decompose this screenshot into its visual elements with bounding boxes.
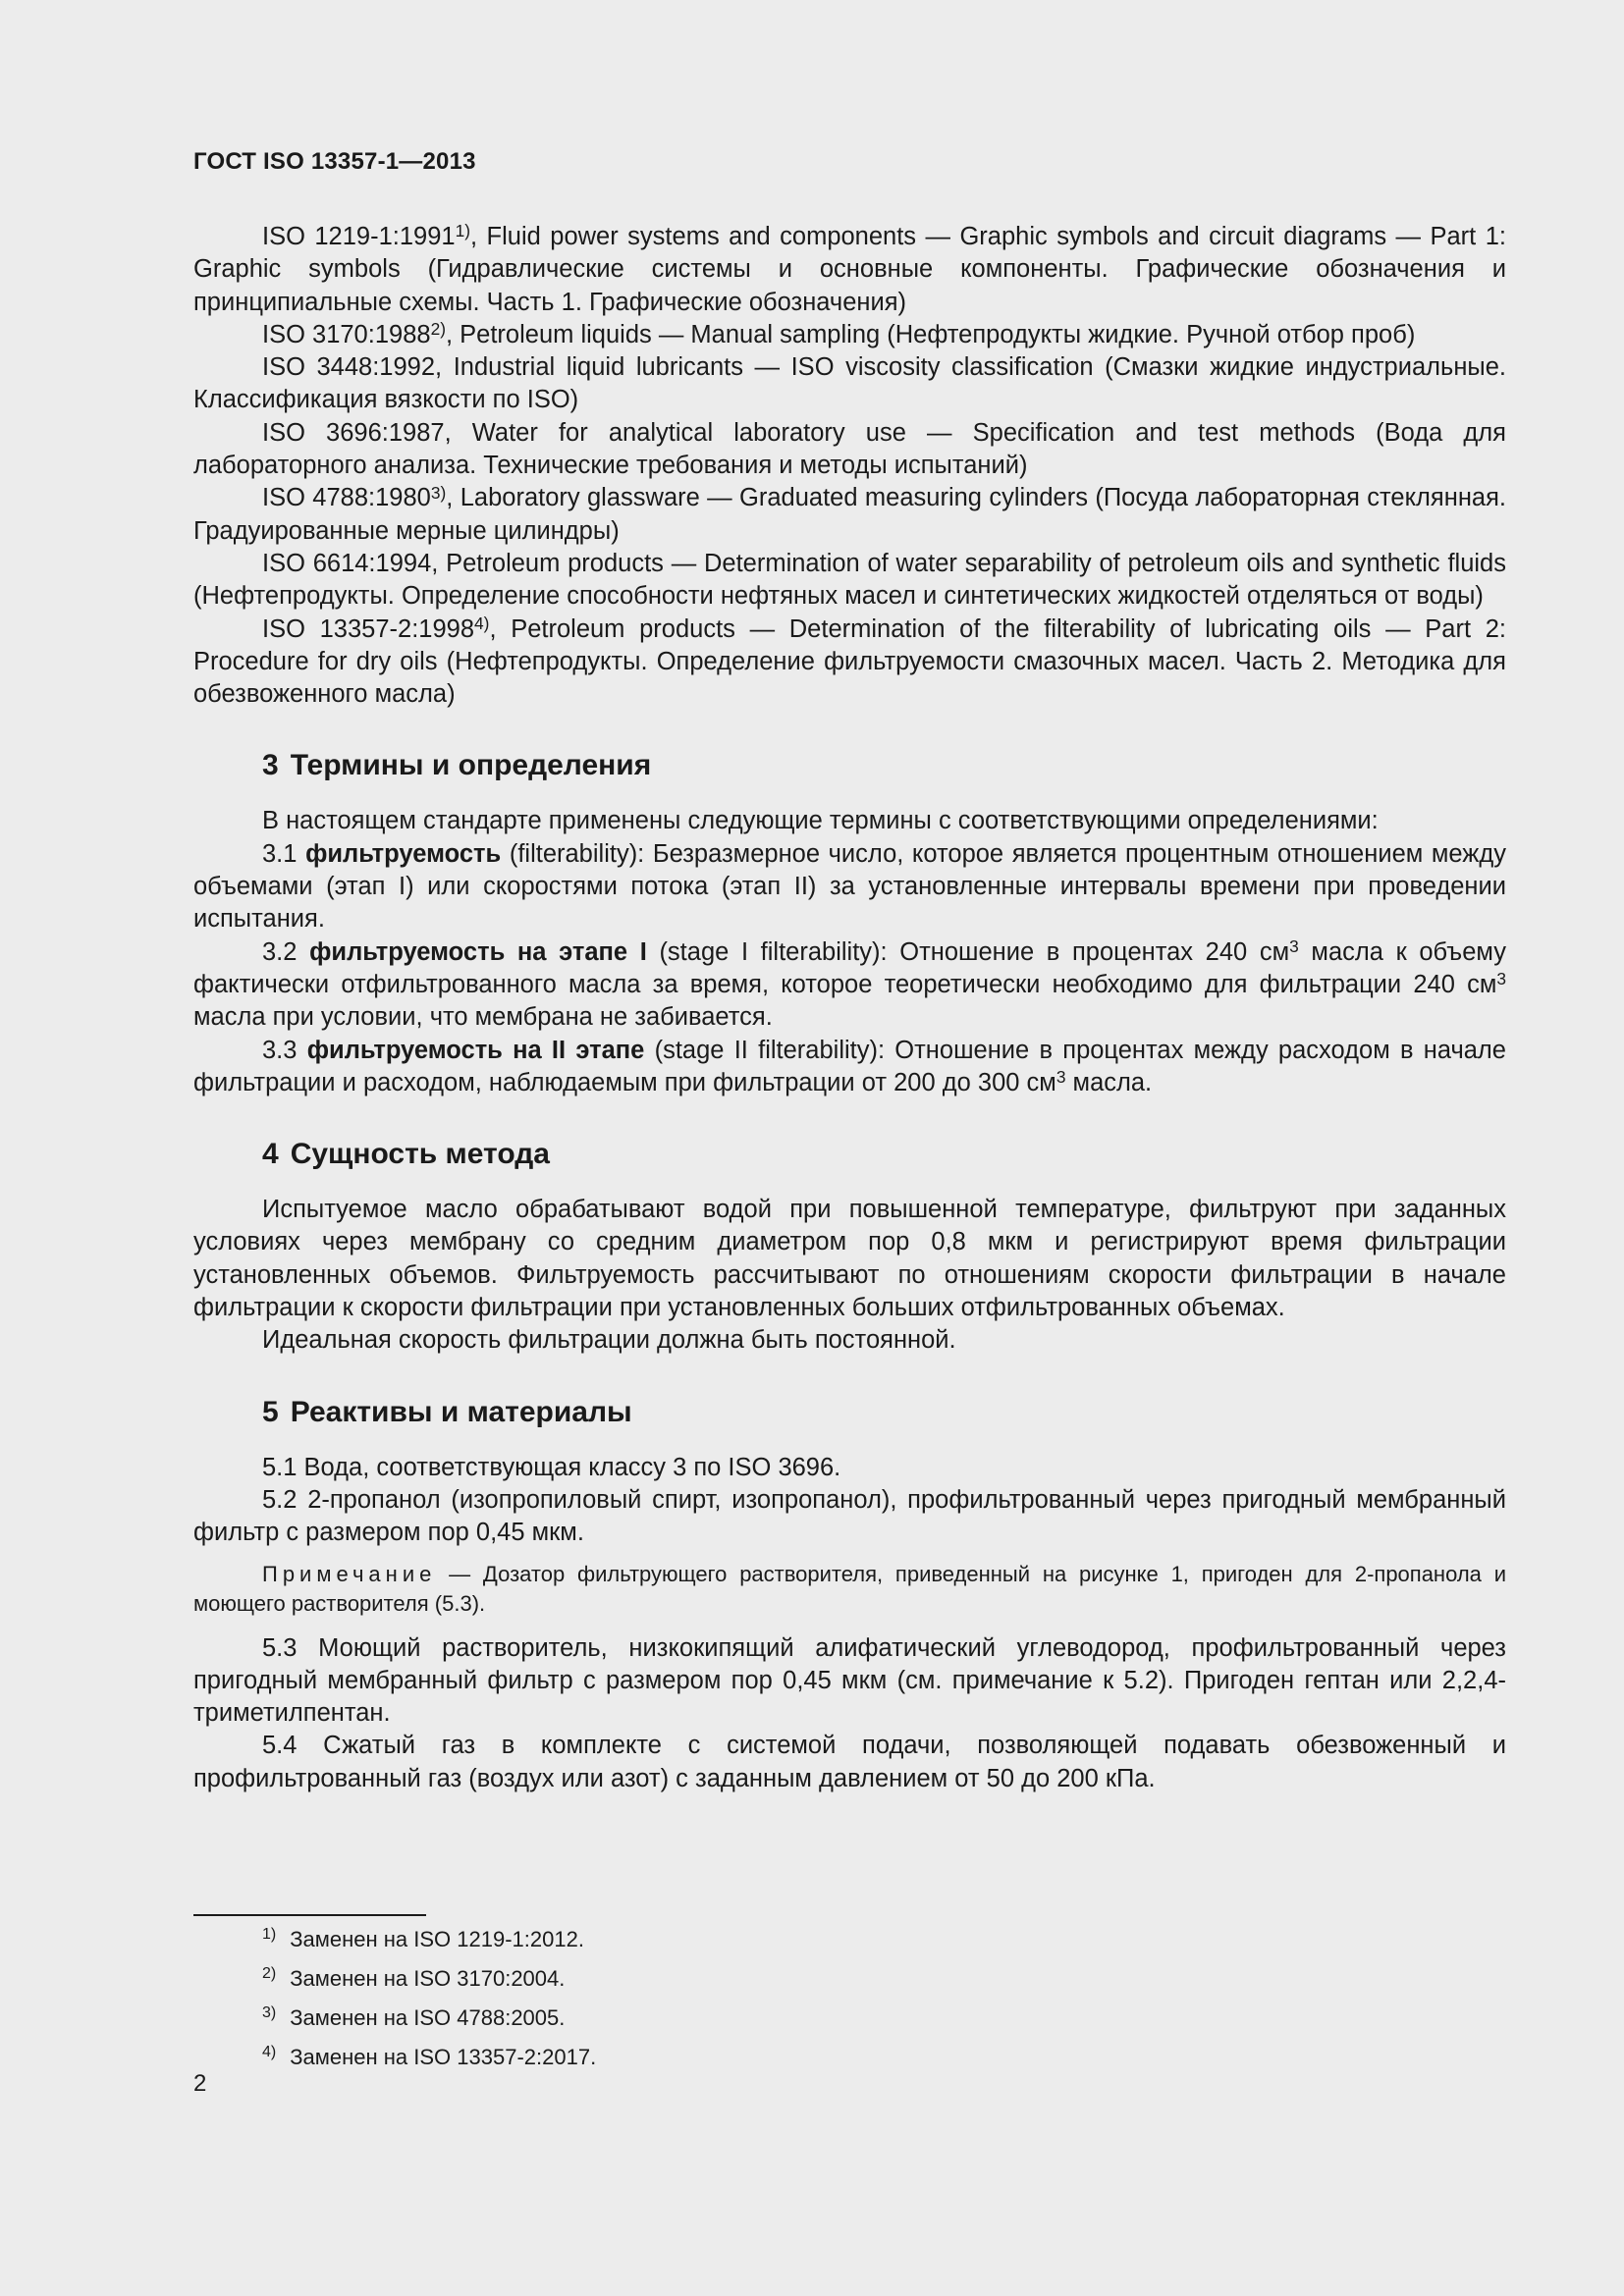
item-5-3: 5.3 Моющий растворитель, низкокипящий алифатический углеводород, профильтрованный через пригодный мембранный фильтр с размером пор 0,45 мкм (см. примечание к 5.2). Пригоден гептан или 2,2,4-триметилпентан.: [193, 1633, 1506, 1728]
footnote-ref: 2): [430, 319, 446, 340]
footnote-ref: 1): [455, 221, 471, 241]
footnote-divider: [193, 1914, 426, 1916]
footnote-item: $^{1)}$ Заменен на ISO 1219-1:2012.: [262, 1926, 584, 1951]
reference-item: ISO 3696:1987, Water for analytical laboratory use — Specification and test methods (Вода для лабораторного анализа. Технические требования и методы испытаний): [193, 418, 1506, 480]
section-3-heading: 3 Термины и определения: [262, 749, 652, 782]
term-name: фильтруемость: [305, 839, 502, 868]
term-3-2: 3.2 фильтруемость на этапе I (stage I filterability): Отношение в процентах 240 $см^3$ масла к объему фактически отфильтрованного масла за время, которое теоретически необходимо для фильтрации 240 $см^3$ масла при условии, что мембрана не забивается.: [193, 935, 1506, 1032]
reference-item: ISO 1219-1:1991$^{1)}$, Fluid power systems and components — Graphic symbols and circuit diagrams — Part 1: Graphic symbols (Гидравлические системы и основные компоненты. Графические обозначения и принципиальные схемы. Часть 1. Графические обозначения): [193, 221, 1506, 316]
page-content: [193, 221, 1506, 1795]
reference-item: ISO 3170:1988$^{2)}$, Petroleum liquids — Manual sampling (Нефтепродукты жидкие. Ручной отбор проб): [262, 319, 1416, 348]
footnote-item: $^{2)}$ Заменен на ISO 3170:2004.: [262, 1965, 566, 1991]
section-4-paragraph: Испытуемое масло обрабатывают водой при повышенной температуре, фильтруют при заданных условиях через мембрану со средним диаметром пор 0,8 мкм и регистрируют время фильтрации установленных объемов. Фильтруемость рассчитывают по отношениям скорости фильтрации в начале фильтрации к скорости фильтрации при установленных больших отфильтрованных объемах.: [193, 1196, 1506, 1322]
note-label: Примечание: [262, 1561, 437, 1586]
page-header: ГОСТ ISO 13357-1—2013: [193, 148, 476, 175]
item-5-4: 5.4 Сжатый газ в комплекте с системой подачи, позволяющей подавать обезвоженный и профильтрованный газ (воздух или азот) с заданным давлением от 50 до 200 кПа.: [193, 1732, 1506, 1792]
reference-item: ISO 4788:1980$^{3)}$, Laboratory glassware — Graduated measuring cylinders (Посуда лабораторная стеклянная. Градуированные мерные цилиндры): [193, 482, 1506, 545]
footnote-item: $^{3)}$ Заменен на ISO 4788:2005.: [262, 2004, 566, 2030]
term-name: фильтруемость на II этапе: [306, 1036, 645, 1064]
reference-item: ISO 3448:1992, Industrial liquid lubricants — ISO viscosity classification (Смазки жидкие индустриальные. Классификация вязкости по ISO): [193, 353, 1506, 414]
term-name: фильтруемость на этапе I: [309, 937, 647, 966]
item-5-2: 5.2 2-пропанол (изопропиловый спирт, изопропанол), профильтрованный через пригодный мембранный фильтр с размером пор 0,45 мкм.: [193, 1485, 1506, 1547]
reference-item: ISO 6614:1994, Petroleum products — Determination of water separability of petroleum oils and synthetic fluids (Нефтепродукты. Определение способности нефтяных масел и синтетических жидкостей отделяться от воды): [193, 549, 1506, 611]
term-3-1: 3.1 фильтруемость (filterability): Безразмерное число, которое является процентным отношением между объемами (этап I) или скоростями потока (этап II) за установленные интервалы времени при проведении испытания.: [193, 839, 1506, 934]
section-4-heading: 4 Сущность метода: [262, 1138, 550, 1171]
note: Примечание — Дозатор фильтрующего растворителя, приведенный на рисунке 1, пригоден для 2-пропанола и моющего растворителя (5.3).: [193, 1561, 1506, 1616]
section-4-paragraph: Идеальная скорость фильтрации должна быть постоянной.: [262, 1326, 956, 1355]
term-3-3: 3.3 фильтруемость на II этапе (stage II filterability): Отношение в процентах между расходом в начале фильтрации и расходом, наблюдаемым при фильтрации от 200 до 300 $см^3$ масла.: [193, 1036, 1506, 1096]
footnote-ref: 4): [474, 613, 490, 633]
references-list: [193, 221, 1506, 711]
reference-item: ISO 13357-2:1998$^{4)}$, Petroleum products — Determination of the filterability of lubricating oils — Part 2: Procedure for dry oils (Нефтепродукты. Определение фильтруемости смазочных масел. Часть 2. Методика для обезвоженного масла): [193, 613, 1506, 709]
footnote-item: $^{4)}$ Заменен на ISO 13357-2:2017.: [262, 2044, 597, 2069]
section-3-intro: В настоящем стандарте применены следующие термины с соответствующими определениями:: [262, 807, 1379, 835]
footnote-ref: 3): [430, 482, 447, 503]
section-5-heading: 5 Реактивы и материалы: [262, 1395, 632, 1428]
item-5-1: 5.1 Вода, соответствующая классу 3 по ISO 3696.: [262, 1453, 841, 1481]
footnotes: [262, 1921, 596, 2078]
page-number: 2: [193, 2070, 207, 2097]
